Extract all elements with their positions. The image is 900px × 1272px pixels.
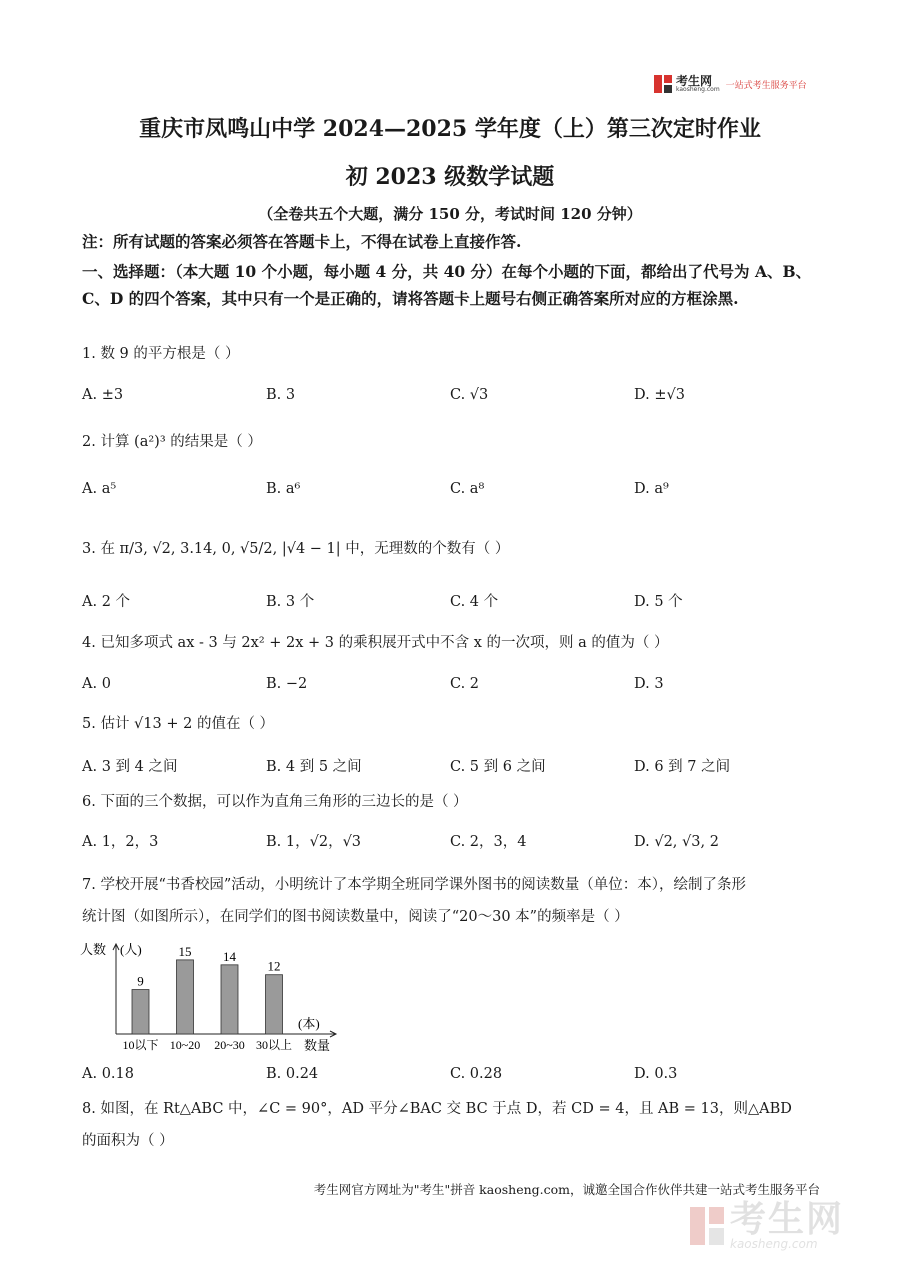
bar-1 [177, 960, 194, 1034]
bar-value-label-3: 12 [267, 958, 281, 974]
exam-info: （全卷共五个大题，满分 150 分，考试时间 120 分钟） [258, 205, 642, 223]
q6-option-a: A. 1，2，3 [82, 834, 159, 850]
q7-option-a: A. 0.18 [82, 1066, 134, 1082]
q6-option-d: D. √2, √3, 2 [634, 834, 719, 850]
q3-option-a: A. 2 个 [82, 594, 131, 610]
q2-option-a: A. a⁵ [82, 481, 117, 497]
question-7-line-1: 7. 学校开展“书香校园”活动，小明统计了本学期全班同学课外图书的阅读数量（单位：本），绘制了条形 [82, 877, 747, 893]
y-axis-unit: (人) [120, 942, 142, 957]
q6-option-b: B. 1，√2，√3 [266, 834, 362, 850]
page-footer: 考生网官方网址为"考生"拼音 kaosheng.com，诚邀全国合作伙伴共建一站式考生服务平台 [313, 1182, 820, 1197]
watermark-text: 考生网 [730, 1199, 845, 1240]
question-2: 2. 计算 (a²)³ 的结果是（ ） [82, 434, 262, 450]
q3-option-d: D. 5 个 [634, 594, 683, 610]
q7-option-c: C. 0.28 [450, 1066, 503, 1082]
bar-2 [221, 965, 238, 1034]
watermark-mark-icon [690, 1207, 724, 1245]
question-3: 3. 在 π/3, √2, 3.14, 0, √5/2, |√4 − 1| 中，无理数的个数有（ ） [82, 541, 510, 557]
brand-logo [654, 72, 807, 96]
q5-option-d: D. 6 到 7 之间 [634, 759, 731, 775]
question-5: 5. 估计 √13 + 2 的值在（ ） [82, 716, 275, 732]
x-tick-label-2: 20~30 [214, 1038, 245, 1052]
question-7-line-2: 统计图（如图所示），在同学们的图书阅读数量中，阅读了“20～30 本”的频率是（ ） [82, 909, 629, 925]
logo-tagline: 一站式考生服务平台 [725, 80, 807, 91]
bar-value-label-0: 9 [137, 973, 144, 989]
x-tick-label-1: 10~20 [169, 1038, 201, 1052]
q2-option-d: D. a⁹ [634, 481, 669, 497]
q1-option-b: B. 3 [266, 387, 296, 403]
question-4: 4. 已知多项式 ax - 3 与 2x² + 2x + 3 的乘积展开式中不含 x 的一次项，则 a 的值为（ ） [82, 635, 669, 651]
q1-option-a: A. ±3 [82, 387, 124, 403]
q3-option-c: C. 4 个 [450, 594, 499, 610]
question-1: 1. 数 9 的平方根是（ ） [82, 346, 240, 362]
question-8-line-2: 的面积为（ ） [82, 1133, 174, 1149]
x-tick-label-0: 10以下 [122, 1038, 159, 1052]
reading-bar-chart [78, 936, 348, 1058]
q4-option-a: A. 0 [82, 676, 111, 692]
q1-option-c: C. √3 [450, 387, 489, 403]
section-instructions: 一、选择题：（本大题 10 个小题，每小题 4 分，共 40 分）在每个小题的下面，都给出了代号为 A、B、C、D 的四个答案，其中只有一个是正确的，请将答题卡上题号右侧正确答案所对应的方框涂黑. [82, 262, 812, 308]
exam-subtitle: 初 2023 级数学试题 [345, 164, 555, 190]
exam-title: 重庆市凤鸣山中学 2024—2025 学年度（上）第三次定时作业 [139, 116, 761, 142]
exam-note: 注：所有试题的答案必须答在答题卡上，不得在试卷上直接作答. [82, 232, 522, 251]
question-8-line-1: 8. 如图，在 Rt△ABC 中，∠C = 90°，AD 平分∠BAC 交 BC 于点 D，若 CD = 4，且 AB = 13，则△ABD [82, 1101, 792, 1117]
x-axis-unit: (本) [298, 1016, 320, 1031]
q7-option-b: B. 0.24 [266, 1066, 319, 1082]
q1-option-d: D. ±√3 [634, 387, 685, 403]
q7-option-d: D. 0.3 [634, 1066, 678, 1082]
x-tick-label-3: 30以上 [255, 1038, 293, 1052]
q2-option-c: C. a⁸ [450, 481, 485, 497]
logo-url: kaosheng.com [676, 86, 720, 93]
logo-mark-icon [654, 75, 672, 93]
watermark-url: kaosheng.com [730, 1237, 818, 1251]
q5-option-a: A. 3 到 4 之间 [82, 759, 178, 775]
q4-option-c: C. 2 [450, 676, 480, 692]
q4-option-d: D. 3 [634, 676, 664, 692]
q6-option-c: C. 2，3，4 [450, 834, 527, 850]
logo-name: 考生网 [676, 74, 713, 88]
q2-option-b: B. a⁶ [266, 481, 301, 497]
bar-3 [266, 975, 283, 1034]
watermark-logo [690, 1198, 880, 1254]
bar-0 [132, 990, 149, 1034]
x-axis-label: 数量 [304, 1038, 331, 1053]
question-6: 6. 下面的三个数据，可以作为直角三角形的三边长的是（ ） [82, 794, 468, 810]
bar-value-label-2: 14 [223, 948, 236, 964]
q5-option-c: C. 5 到 6 之间 [450, 759, 546, 775]
q3-option-b: B. 3 个 [266, 594, 315, 610]
q4-option-b: B. −2 [266, 676, 308, 692]
q5-option-b: B. 4 到 5 之间 [266, 759, 362, 775]
bar-value-label-1: 15 [178, 943, 192, 959]
y-axis-label: 人数 [80, 942, 107, 957]
